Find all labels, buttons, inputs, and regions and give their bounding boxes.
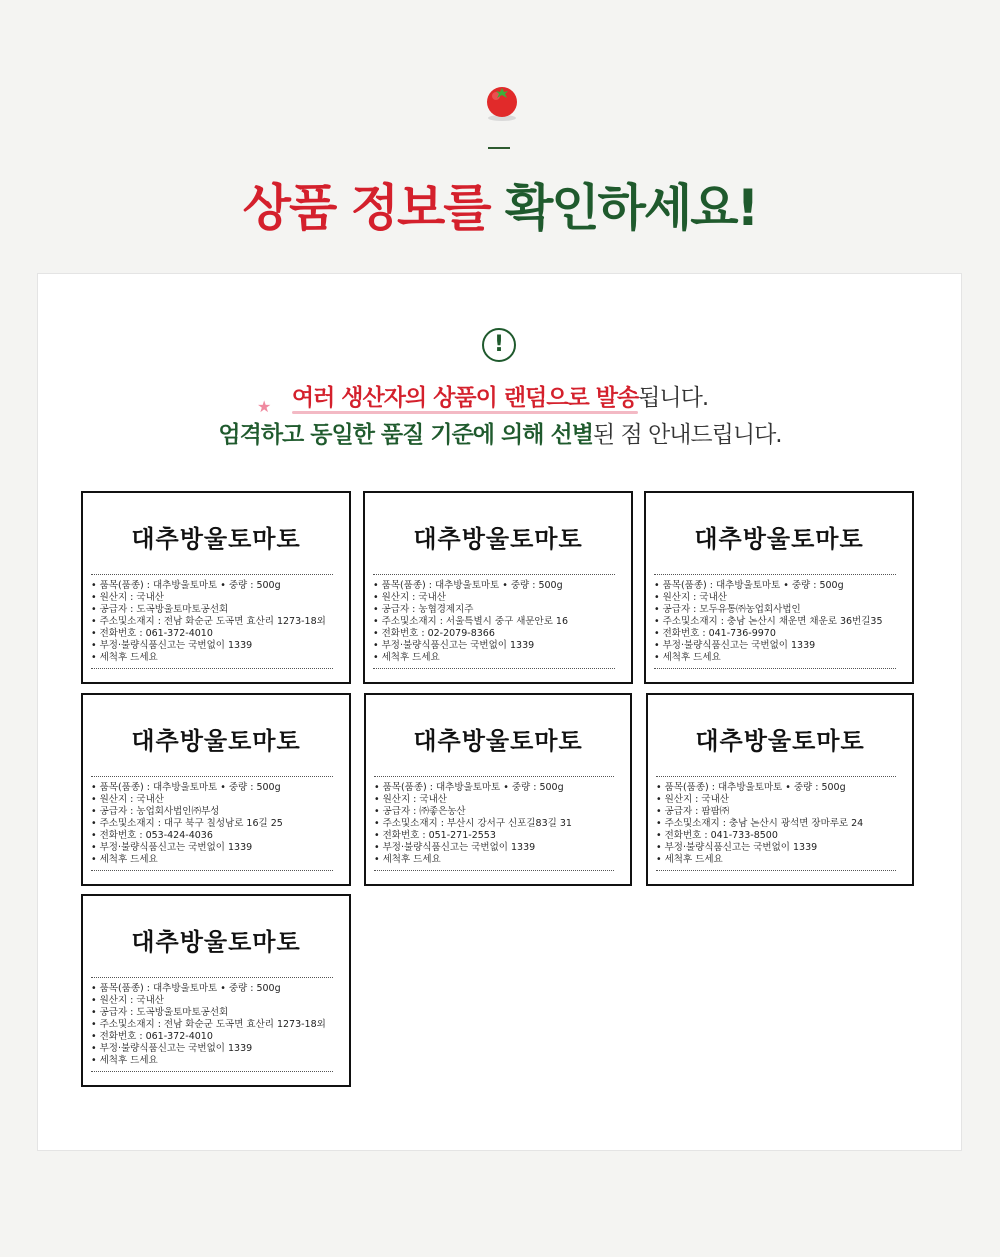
dotted-divider [373, 574, 615, 575]
notice-line-1 [0, 383, 1000, 413]
dotted-divider-bottom [91, 870, 333, 871]
card-info-item: • 품목(품종) : 대추방울토마토 • 중량 : 500g [91, 580, 326, 592]
card-info-item: • 원산지 : 국내산 [374, 794, 572, 806]
card-title: 대추방울토마토 [413, 525, 583, 553]
product-label-card [364, 693, 632, 886]
card-title: 대추방울토마토 [694, 525, 864, 553]
card-info-item: • 전화번호 : 061-372-4010 [91, 628, 326, 640]
divider-dash [488, 147, 510, 149]
page-title [0, 178, 1000, 238]
notice-line-1-highlight: 여러 생산자의 상품이 랜덤으로 발송 [291, 385, 639, 411]
card-info-item: • 공급자 : ㈜좋은농산 [374, 806, 572, 818]
card-info-item: • 부정·불량식품신고는 국번없이 1339 [91, 842, 283, 854]
dotted-divider [91, 776, 333, 777]
notice-line-2-highlight: 엄격하고 동일한 품질 기준에 의해 선별 [218, 422, 593, 448]
card-info-list [373, 580, 568, 664]
card-info-item: • 주소및소재지 : 서울특별시 중구 새문안로 16 [373, 616, 568, 628]
card-info-list [374, 782, 572, 866]
card-title: 대추방울토마토 [131, 928, 301, 956]
card-info-item: • 세척후 드세요 [91, 1055, 326, 1067]
card-info-item: • 원산지 : 국내산 [91, 794, 283, 806]
card-info-item: • 주소및소재지 : 부산시 강서구 신포길83길 31 [374, 818, 572, 830]
card-info-list [91, 983, 326, 1067]
product-label-card [81, 894, 351, 1087]
title-red: 상품 정보를 [242, 179, 490, 237]
card-info-item: • 세척후 드세요 [373, 652, 568, 664]
card-info-item: • 원산지 : 국내산 [91, 995, 326, 1007]
card-info-item: • 전화번호 : 041-733-8500 [656, 830, 863, 842]
dotted-divider-bottom [656, 870, 896, 871]
product-label-card [644, 491, 914, 684]
card-info-item: • 공급자 : 도곡방울토마토공선회 [91, 1007, 326, 1019]
card-info-list [91, 782, 283, 866]
card-info-item: • 부정·불량식품신고는 국번없이 1339 [373, 640, 568, 652]
dotted-divider [656, 776, 896, 777]
card-title: 대추방울토마토 [413, 727, 583, 755]
card-info-item: • 품목(품종) : 대추방울토마토 • 중량 : 500g [91, 983, 326, 995]
dotted-divider-bottom [91, 1071, 333, 1072]
card-info-item: • 품목(품종) : 대추방울토마토 • 중량 : 500g [91, 782, 283, 794]
card-info-item: • 원산지 : 국내산 [656, 794, 863, 806]
card-info-item: • 공급자 : 농협경제지주 [373, 604, 568, 616]
card-info-item: • 주소및소재지 : 전남 화순군 도곡면 효산리 1273-18외 [91, 1019, 326, 1031]
dotted-divider [374, 776, 614, 777]
product-label-card [81, 491, 351, 684]
card-info-list [656, 782, 863, 866]
card-info-item: • 공급자 : 팜팜㈜ [656, 806, 863, 818]
card-info-item: • 전화번호 : 053-424-4036 [91, 830, 283, 842]
product-label-card [646, 693, 914, 886]
card-info-item: • 품목(품종) : 대추방울토마토 • 중량 : 500g [373, 580, 568, 592]
card-info-item: • 품목(품종) : 대추방울토마토 • 중량 : 500g [374, 782, 572, 794]
card-info-item: • 부정·불량식품신고는 국번없이 1339 [91, 640, 326, 652]
card-info-item: • 주소및소재지 : 충남 논산시 광석면 장마루로 24 [656, 818, 863, 830]
card-info-item: • 주소및소재지 : 전남 화순군 도곡면 효산리 1273-18외 [91, 616, 326, 628]
card-info-item: • 전화번호 : 02-2079-8366 [373, 628, 568, 640]
product-label-card [81, 693, 351, 886]
card-info-item: • 부정·불량식품신고는 국번없이 1339 [374, 842, 572, 854]
card-info-item: • 세척후 드세요 [654, 652, 883, 664]
card-info-list [654, 580, 883, 664]
card-info-list [91, 580, 326, 664]
card-info-item: • 부정·불량식품신고는 국번없이 1339 [656, 842, 863, 854]
card-info-item: • 원산지 : 국내산 [91, 592, 326, 604]
dotted-divider-bottom [654, 668, 896, 669]
card-info-item: • 주소및소재지 : 대구 북구 칠성남로 16길 25 [91, 818, 283, 830]
card-title: 대추방울토마토 [131, 727, 301, 755]
card-info-item: • 품목(품종) : 대추방울토마토 • 중량 : 500g [656, 782, 863, 794]
dotted-divider-bottom [374, 870, 614, 871]
dotted-divider-bottom [91, 668, 333, 669]
card-info-item: • 전화번호 : 041-736-9970 [654, 628, 883, 640]
card-info-item: • 전화번호 : 061-372-4010 [91, 1031, 326, 1043]
card-info-item: • 공급자 : 도곡방울토마토공선회 [91, 604, 326, 616]
product-label-card [363, 491, 633, 684]
dotted-divider [654, 574, 896, 575]
card-info-item: • 공급자 : 농업회사법인㈜부성 [91, 806, 283, 818]
card-info-item: • 세척후 드세요 [91, 854, 283, 866]
card-title: 대추방울토마토 [695, 727, 865, 755]
dotted-divider-bottom [373, 668, 615, 669]
card-info-item: • 전화번호 : 051-271-2553 [374, 830, 572, 842]
star-icon: ★ [257, 397, 272, 416]
card-info-item: • 주소및소재지 : 충남 논산시 채운면 채운로 36번길35 [654, 616, 883, 628]
card-info-item: • 세척후 드세요 [656, 854, 863, 866]
notice-line-2 [0, 420, 1000, 450]
card-info-item: • 원산지 : 국내산 [654, 592, 883, 604]
card-info-item: • 부정·불량식품신고는 국번없이 1339 [91, 1043, 326, 1055]
card-info-item: • 품목(품종) : 대추방울토마토 • 중량 : 500g [654, 580, 883, 592]
card-info-item: • 세척후 드세요 [91, 652, 326, 664]
notice-line-1-rest: 됩니다. [638, 385, 709, 411]
dotted-divider [91, 977, 333, 978]
dotted-divider [91, 574, 333, 575]
card-title: 대추방울토마토 [131, 525, 301, 553]
tomato-icon [482, 82, 522, 122]
card-info-item: • 부정·불량식품신고는 국번없이 1339 [654, 640, 883, 652]
notice-line-2-rest: 된 점 안내드립니다. [592, 422, 782, 448]
card-info-item: • 원산지 : 국내산 [373, 592, 568, 604]
title-green: 확인하세요! [505, 179, 758, 237]
card-info-item: • 세척후 드세요 [374, 854, 572, 866]
card-info-item: • 공급자 : 모두유통㈜농업회사법인 [654, 604, 883, 616]
exclamation-icon: ! [482, 328, 516, 362]
